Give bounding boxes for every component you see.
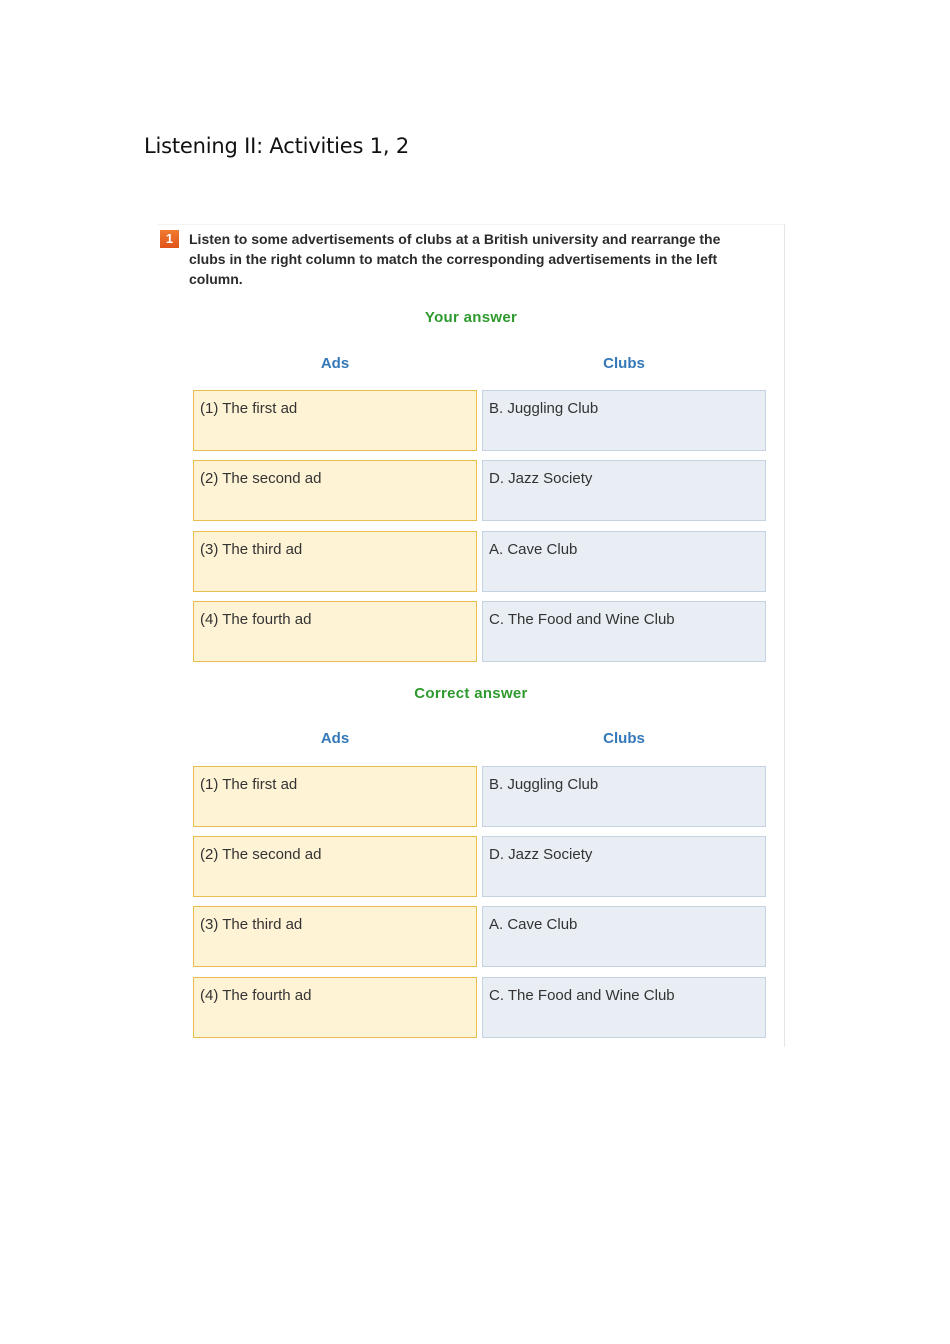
- your-answer-ad-1: (1) The first ad: [193, 390, 477, 451]
- page-heading: Listening II: Activities 1, 2: [144, 134, 409, 158]
- your-answer-ad-3: (3) The third ad: [193, 531, 477, 592]
- your-answer-ad-4: (4) The fourth ad: [193, 601, 477, 662]
- your-answer-club-2[interactable]: D. Jazz Society: [482, 460, 766, 521]
- your-answer-ad-2: (2) The second ad: [193, 460, 477, 521]
- activity-instruction: Listen to some advertisements of clubs at a British university and rearrange the clubs in the right column to match the corresponding advertisements in the left column.: [189, 231, 721, 287]
- your-answer-clubs-header: Clubs: [603, 355, 645, 372]
- your-answer-club-3[interactable]: A. Cave Club: [482, 531, 766, 592]
- correct-answer-title: Correct answer: [414, 685, 528, 702]
- correct-answer-ad-4: (4) The fourth ad: [193, 977, 477, 1038]
- your-answer-title: Your answer: [424, 309, 518, 326]
- your-answer-ads-header: Ads: [320, 355, 350, 372]
- activity-panel: [158, 224, 785, 1047]
- correct-answer-club-1: B. Juggling Club: [482, 766, 766, 827]
- correct-answer-ads-header: Ads: [320, 730, 350, 747]
- correct-answer-ad-1: (1) The first ad: [193, 766, 477, 827]
- correct-answer-club-2: D. Jazz Society: [482, 836, 766, 897]
- activity-number-badge: 1: [160, 230, 179, 248]
- correct-answer-club-3: A. Cave Club: [482, 906, 766, 967]
- correct-answer-clubs-header: Clubs: [603, 730, 645, 747]
- correct-answer-ad-3: (3) The third ad: [193, 906, 477, 967]
- your-answer-club-1[interactable]: B. Juggling Club: [482, 390, 766, 451]
- correct-answer-club-4: C. The Food and Wine Club: [482, 977, 766, 1038]
- correct-answer-ad-2: (2) The second ad: [193, 836, 477, 897]
- your-answer-club-4[interactable]: C. The Food and Wine Club: [482, 601, 766, 662]
